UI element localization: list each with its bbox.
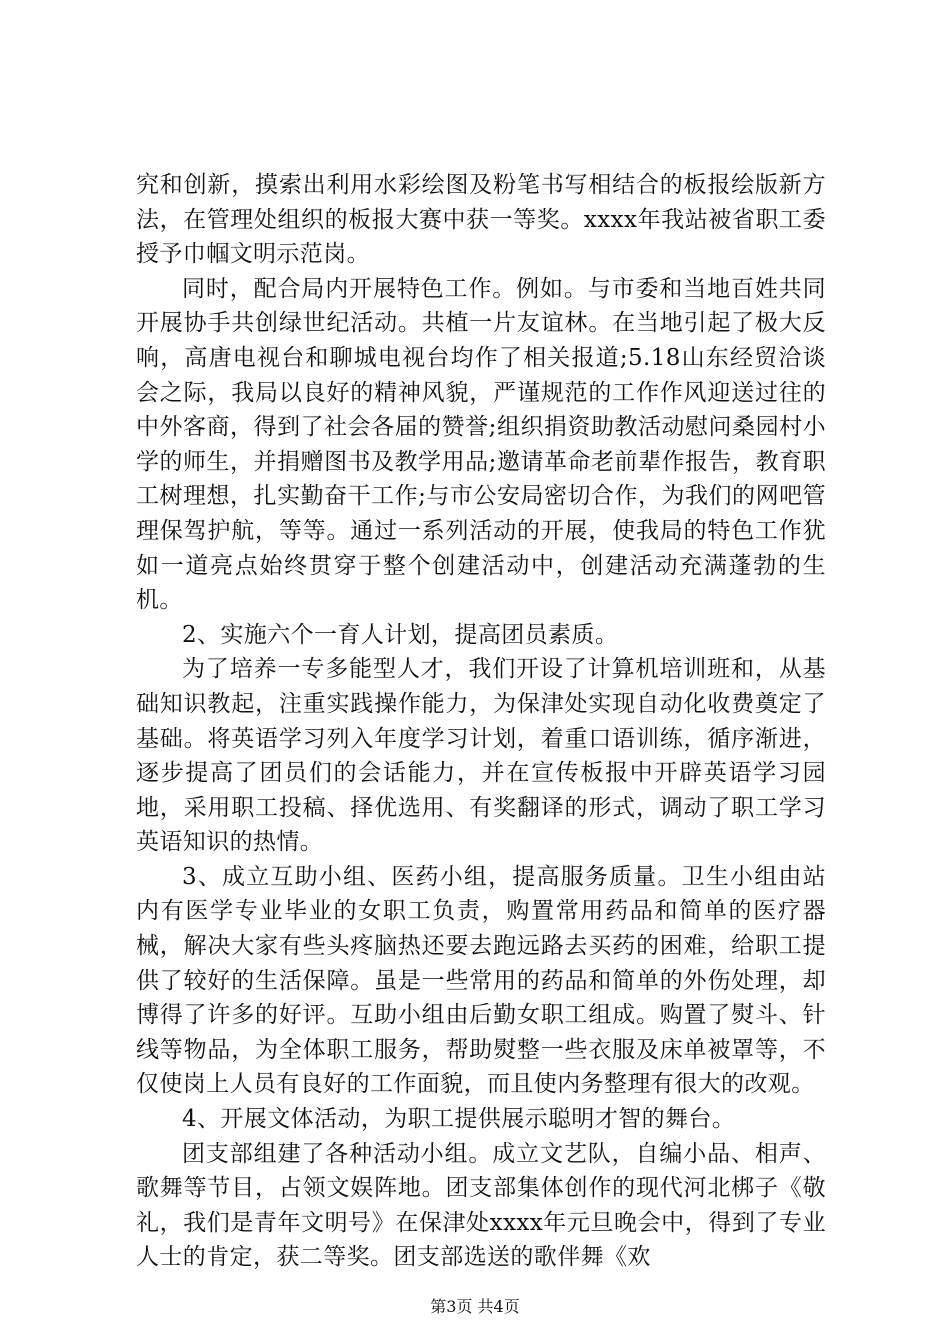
paragraph-3-heading: 2、实施六个一育人计划，提高团员素质。 — [182, 621, 619, 648]
document-body — [136, 168, 826, 1275]
paragraph-7: 团支部组建了各种活动小组。成立文艺队，自编小品、相声、歌舞等节目，占领文娱阵地。团支部集体创作的现代河北梆子《敬礼，我们是青年文明号》在保津处xxxx年元旦晚会中，得到了专业人士的肯定，获二等奖。团支部选送的歌伴舞《欢 — [136, 1140, 826, 1271]
paragraph-6-heading: 4、开展文体活动，为职工提供展示聪明才智的舞台。 — [182, 1106, 736, 1133]
paragraph-5: 3、成立互助小组、医药小组，提高服务质量。卫生小组由站内有医学专业毕业的女职工负责，购置常用药品和简单的医疗器械，解决大家有些头疼脑热还要去跑远路去买药的困难，给职工提供了较好的生活保障。虽是一些常用的药品和简单的外伤处理，却博得了许多的好评。互助小组由后勤女职工组成。购置了熨斗、针线等物品，为全体职工服务，帮助熨整一些衣服及床单被罩等，不仅使岗上人员有良好的工作面貌，而且使内务整理有很大的改观。 — [136, 863, 826, 1098]
paragraph-1: 究和创新，摸索出利用水彩绘图及粉笔书写相结合的板报绘版新方法，在管理处组织的板报大赛中获一等奖。xxxx年我站被省职工委授予巾帼文明示范岗。 — [136, 172, 826, 268]
paragraph-2: 同时，配合局内开展特色工作。例如。与市委和当地百姓共同开展协手共创绿世纪活动。共植一片友谊林。在当地引起了极大反响，高唐电视台和聊城电视台均作了相关报道;5.18山东经贸洽谈会之际，我局以良好的精神风貌，严谨规范的工作作风迎送过往的中外客商，得到了社会各届的赞誉;组织捐资助教活动慰问桑园村小学的师生，并捐赠图书及教学用品;邀请革命老前辈作报告，教育职工树理想，扎实勤奋干工作;与市公安局密切合作，为我们的网吧管理保驾护航，等等。通过一系列活动的开展，使我局的特色工作犹如一道亮点始终贯穿于整个创建活动中，创建活动充满蓬勃的生机。 — [136, 275, 826, 614]
page-footer: 第3页 共4页 — [430, 1297, 520, 1316]
paragraph-4: 为了培养一专多能型人才，我们开设了计算机培训班和，从基础知识教起，注重实践操作能力，为保津处实现自动化收费奠定了基础。将英语学习列入年度学习计划，着重口语训练，循序渐进，逐步提高了团员们的会话能力，并在宣传板报中开辟英语学习园地，采用职工投稿、择优选用、有奖翻译的形式，调动了职工学习英语知识的热情。 — [136, 656, 826, 856]
